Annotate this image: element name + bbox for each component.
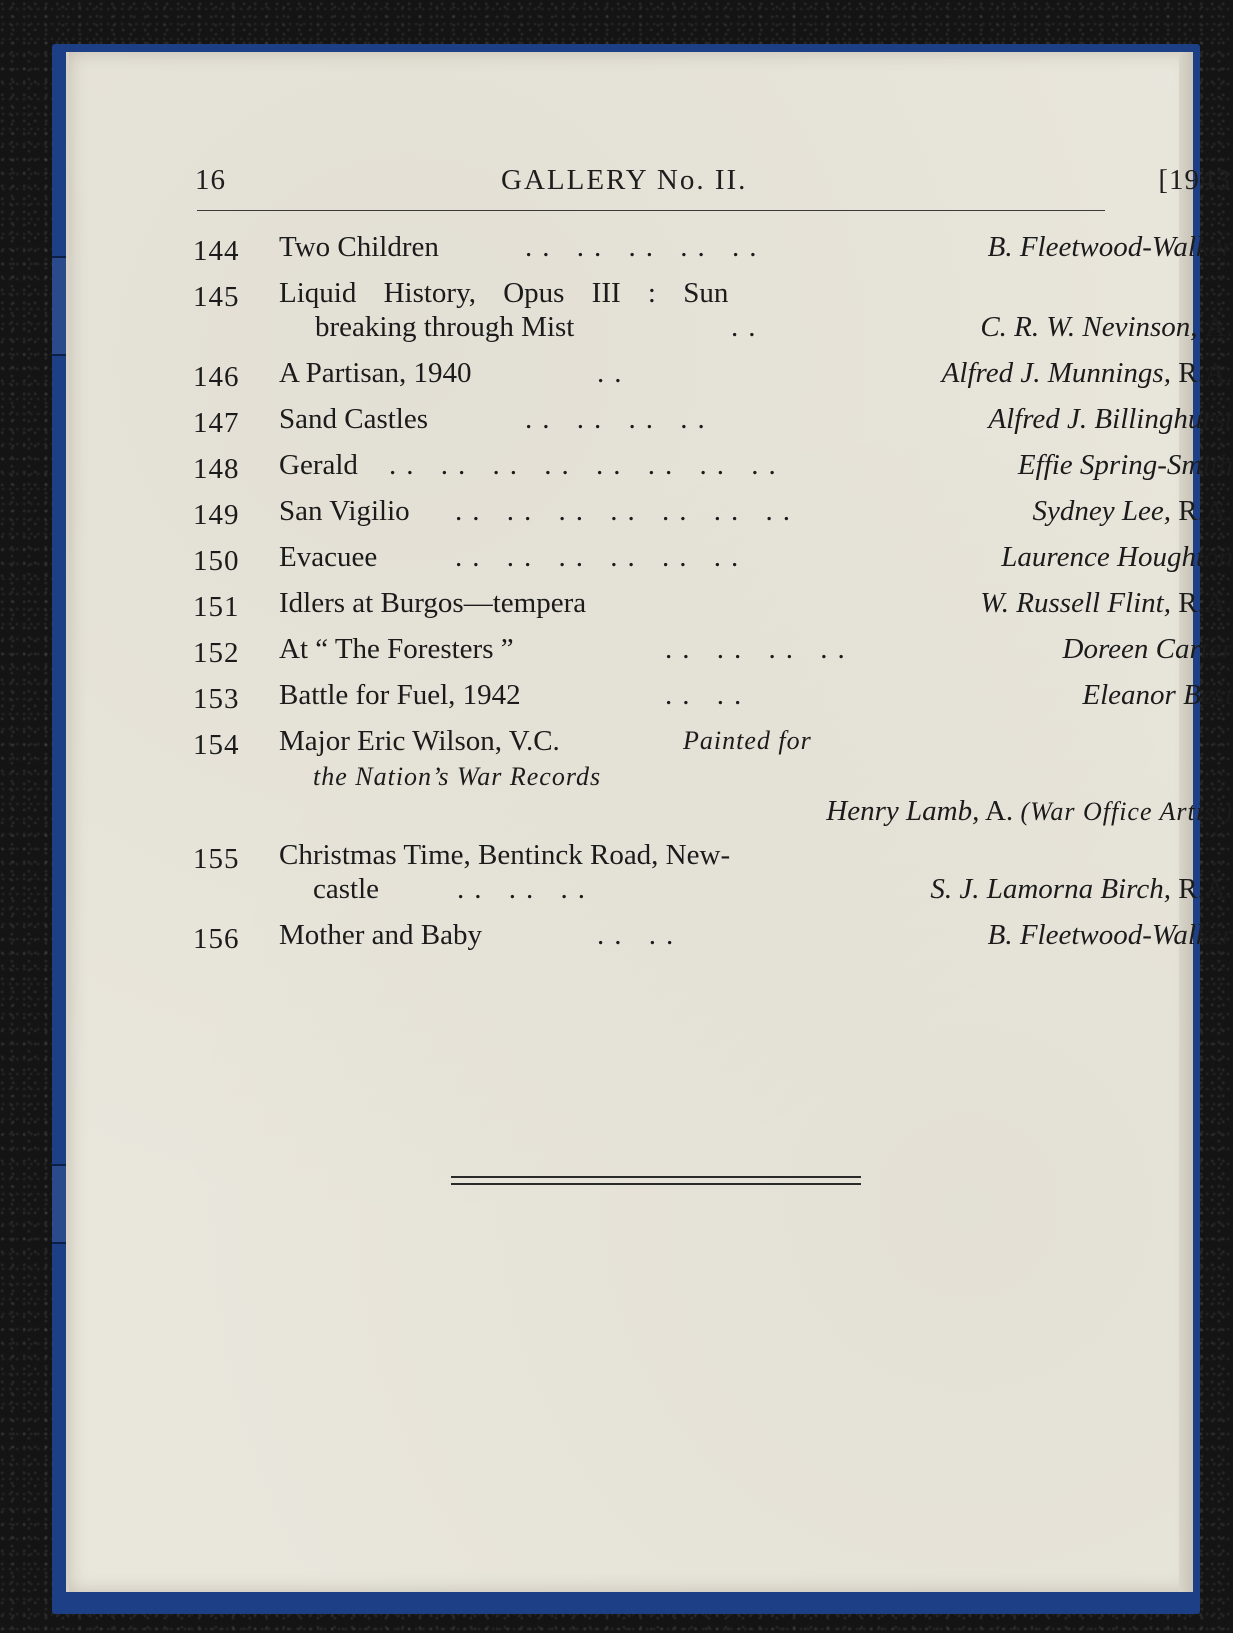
entry-rank: R.A. <box>1178 495 1233 527</box>
entry-number: 156 <box>193 923 240 955</box>
entry-title: A Partisan, 1940 <box>279 357 472 389</box>
entry-number: 152 <box>193 637 240 669</box>
entry-title: Major Eric Wilson, V.C. <box>279 725 560 757</box>
entry-title: Sand Castles <box>279 403 429 435</box>
entry-title: Idlers at Burgos—tempera <box>279 587 587 619</box>
dot-leader: .. <box>731 311 766 343</box>
entry-title: At “ The Foresters ” <box>279 633 514 665</box>
entry-title: San Vigilio <box>279 495 410 527</box>
page-number: 16 <box>195 164 226 196</box>
entry-number: 154 <box>193 729 240 761</box>
entry-number: 148 <box>193 453 240 485</box>
entry-number: 150 <box>193 545 240 577</box>
entry-number: 146 <box>193 361 240 393</box>
entry-artist: Sydney Lee, <box>1032 495 1171 527</box>
dot-leader: .. .. .. .. .. .. .. <box>455 495 800 527</box>
dot-leader: .. .. .. .. .. .. .. .. <box>389 449 786 481</box>
entry-title: Evacuee <box>279 541 378 573</box>
entry-note: Painted for <box>683 726 812 755</box>
entry-artist: Effie Spring-Smith <box>1017 449 1233 481</box>
dot-leader: .. <box>597 357 632 389</box>
entry-number: 153 <box>193 683 240 715</box>
entry-number: 144 <box>193 235 240 267</box>
page-header <box>195 164 1231 204</box>
dot-leader: .. .. .. <box>457 873 595 905</box>
entry-artist: Laurence Houghton <box>1001 541 1233 573</box>
entry-artist: S. J. Lamorna Birch, <box>930 873 1171 905</box>
entry-artist: B. Fleetwood-Walker <box>987 231 1233 263</box>
entry-title-continued: castle <box>313 873 380 905</box>
entry-title-continued: breaking through Mist <box>315 311 575 343</box>
entry-note-continued: the Nation’s War Records <box>313 762 602 791</box>
entry-number: 155 <box>193 843 240 875</box>
dot-leader: .. .. .. .. .. .. <box>455 541 749 573</box>
entry-artist: Eleanor Best <box>1082 679 1233 711</box>
entry-artist: Doreen Carter <box>1062 633 1233 665</box>
catalogue-year: [1943 <box>1158 164 1231 196</box>
entry-artist: W. Russell Flint, <box>980 587 1171 619</box>
entry-rank: A. <box>984 795 1014 827</box>
entry-rank: R.A. <box>1178 873 1233 905</box>
entry-title: Battle for Fuel, 1942 <box>279 679 521 711</box>
section-end-rule <box>451 1176 861 1185</box>
dot-leader: .. .. .. .. <box>525 403 715 435</box>
dot-leader: .. .. <box>665 679 752 711</box>
entry-title: Gerald <box>279 449 358 481</box>
entry-title: Liquid History, Opus III : Sun <box>279 277 729 309</box>
entry-title: Two Children <box>279 231 439 263</box>
entry-title: Mother and Baby <box>279 919 482 951</box>
entry-artist: B. Fleetwood-Walker <box>987 919 1233 951</box>
catalogue-page <box>66 52 1233 1592</box>
entry-number: 149 <box>193 499 240 531</box>
entry-artist: Henry Lamb, <box>826 795 980 827</box>
dot-leader: .. .. .. .. <box>665 633 855 665</box>
entry-artist: Alfred J. Billinghurst <box>988 403 1233 435</box>
entry-extra-note: (War Office Artist) <box>1020 797 1233 826</box>
dot-leader: .. .. <box>597 919 684 951</box>
entry-number: 145 <box>193 281 240 313</box>
entry-artist: Alfred J. Munnings, <box>941 357 1171 389</box>
dot-leader: .. .. .. .. .. <box>525 231 767 263</box>
entry-number: 147 <box>193 407 240 439</box>
gallery-title: GALLERY No. II. <box>501 164 748 196</box>
header-rule <box>197 210 1105 211</box>
entry-rank: R.A. <box>1178 357 1233 389</box>
entry-title: Christmas Time, Bentinck Road, New- <box>279 839 731 871</box>
entry-rank: A. <box>1204 311 1233 343</box>
entry-artist: C. R. W. Nevinson, <box>980 311 1198 343</box>
entry-rank: R.A. <box>1178 587 1233 619</box>
entry-number: 151 <box>193 591 240 623</box>
